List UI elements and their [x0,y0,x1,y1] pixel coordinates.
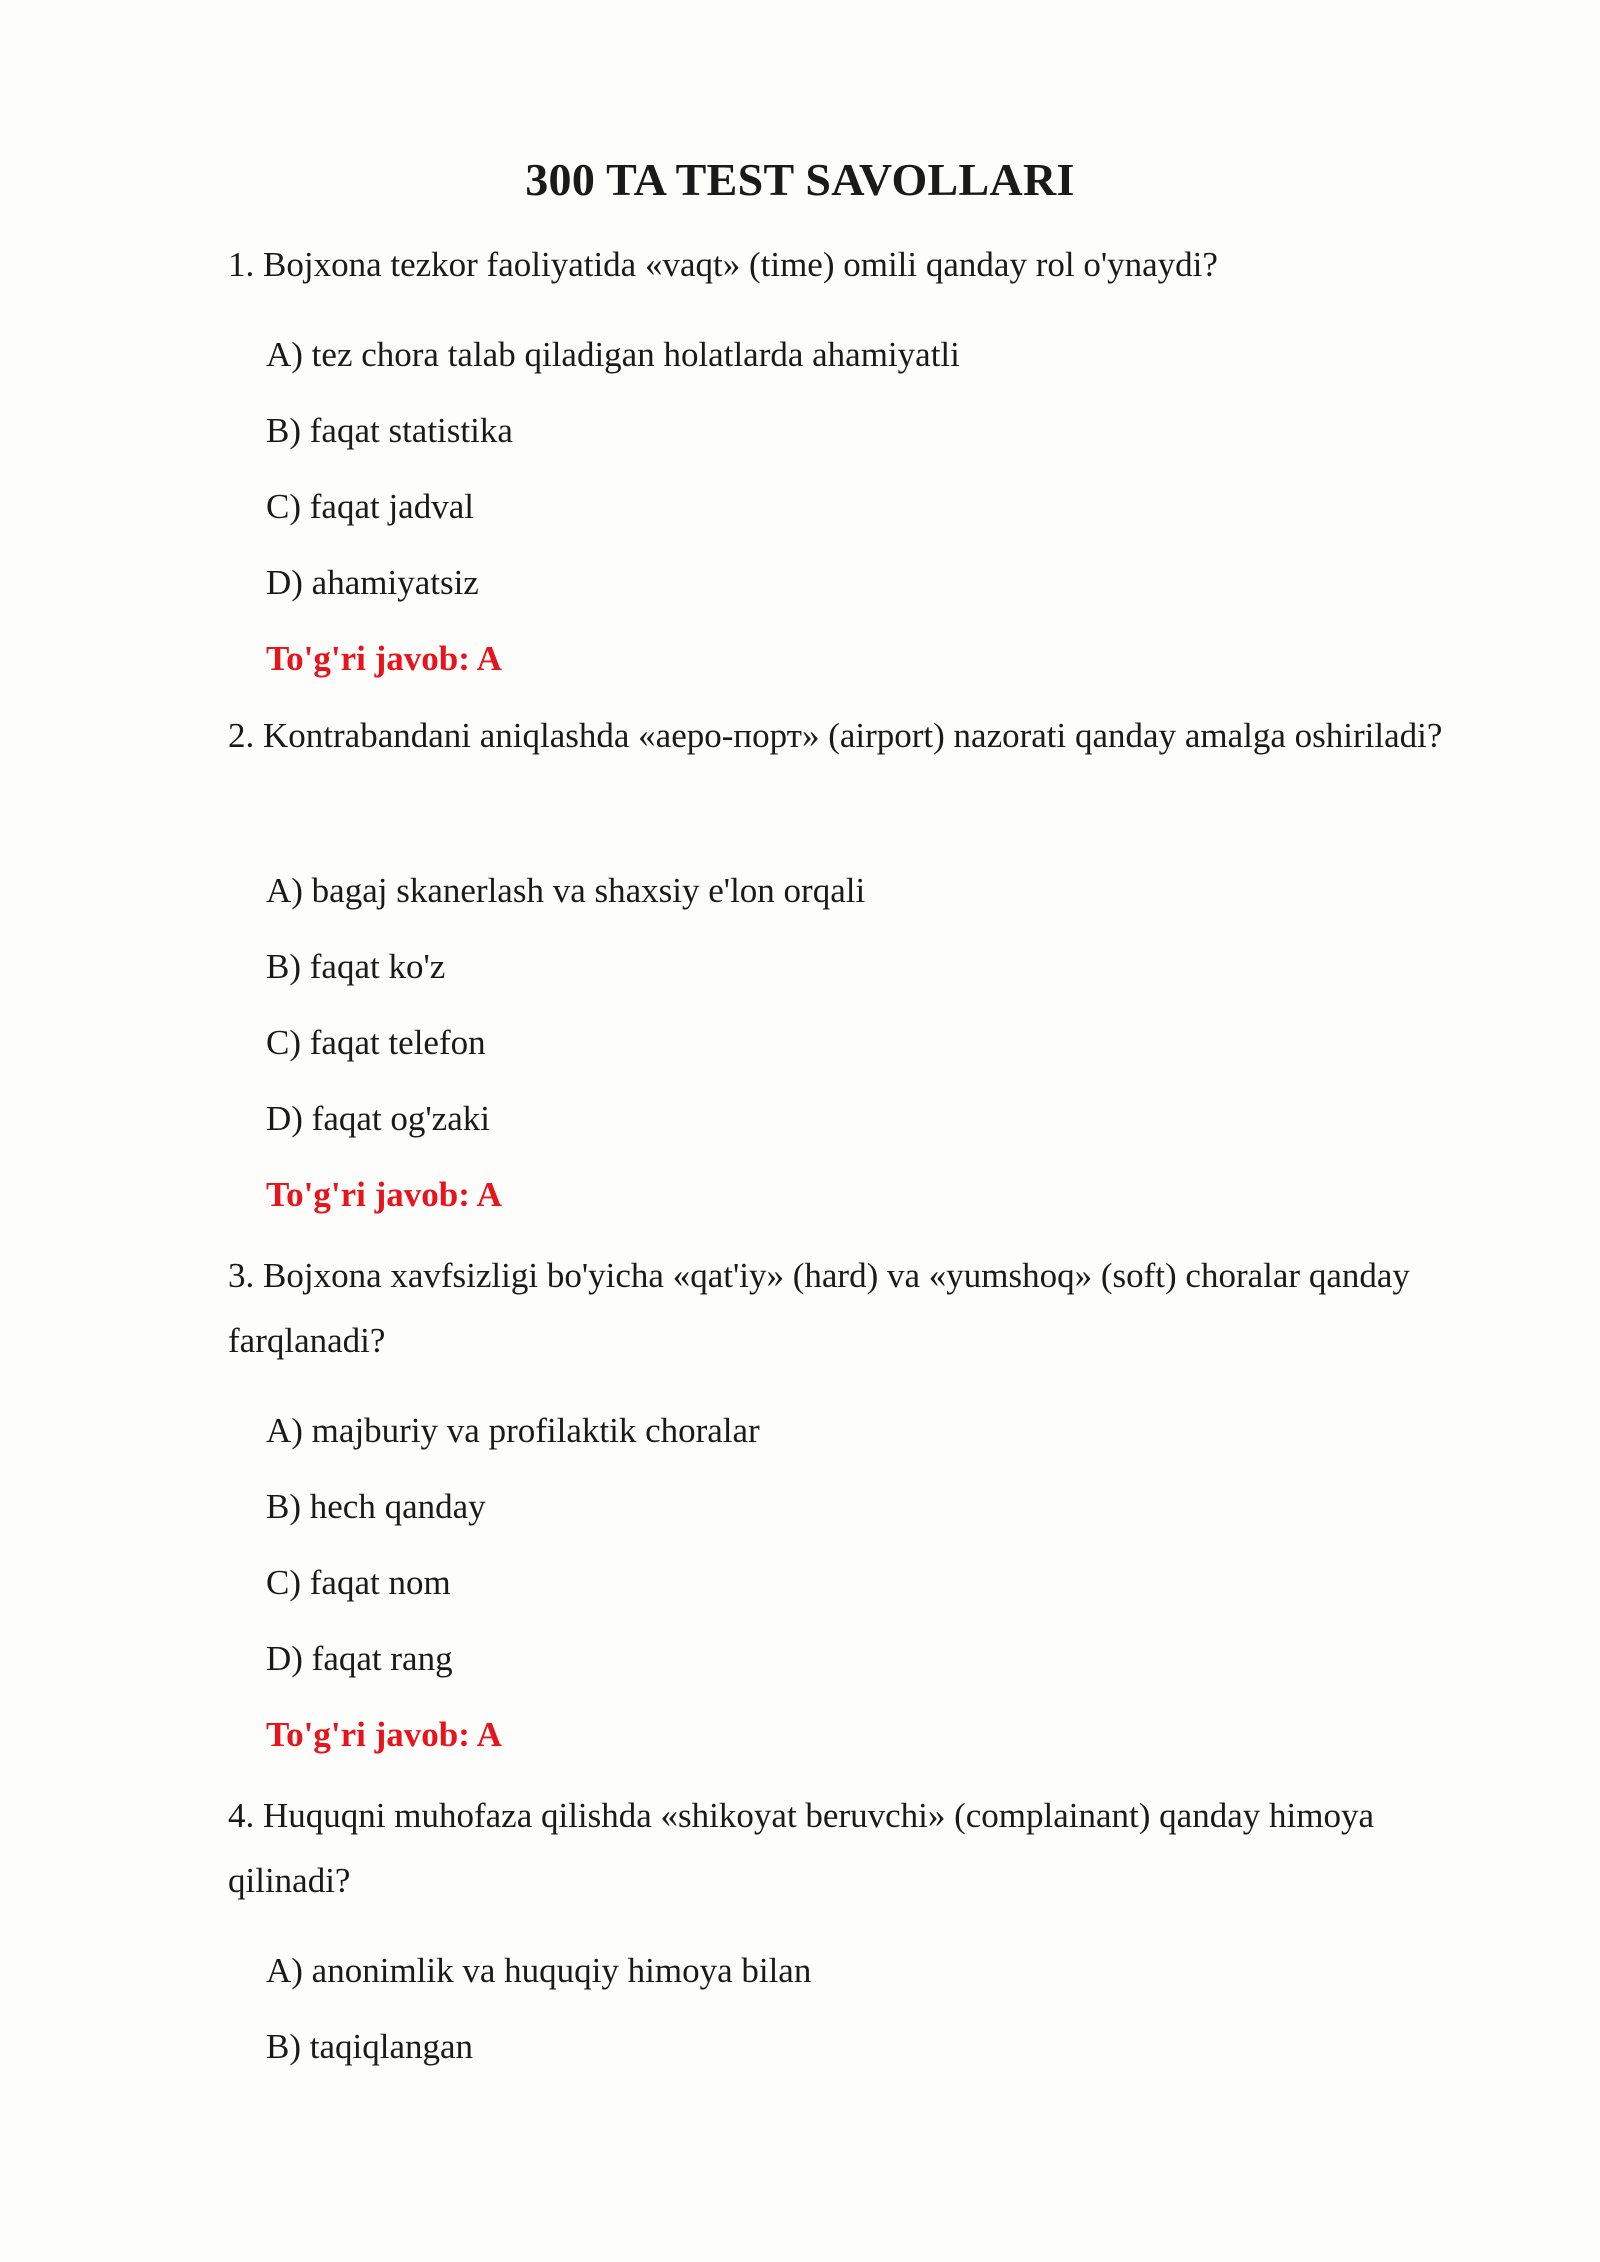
question-3-option-b: B) hech qanday [266,1487,486,1526]
question-3-text: 3. Bojxona xavfsizligi bo'yicha «qat'iy» (hard) va «yumshoq» (soft) choralar qanday farqlanadi? [228,1256,1410,1360]
question-2-option-a: A) bagaj skanerlash va shaxsiy e'lon orqali [266,871,866,910]
question-1-option-d: D) ahamiyatsiz [266,563,479,602]
question-1-option-c: C) faqat jadval [266,487,474,526]
question-2-option-c: C) faqat telefon [266,1023,486,1062]
question-4-option-b: B) taqiqlangan [266,2027,474,2066]
question-3-option-a: A) majburiy va profilaktik choralar [266,1411,760,1450]
question-1-text: 1. Bojxona tezkor faoliyatida «vaqt» (time) omili qanday rol o'ynaydi? [228,245,1218,284]
question-4-option-a: A) anonimlik va huquqiy himoya bilan [266,1951,812,1990]
question-3-option-d: D) faqat rang [266,1639,453,1678]
question-2-option-d: D) faqat og'zaki [266,1099,490,1138]
question-1-answer: To'g'ri javob: A [266,639,502,678]
question-1-option-b: B) faqat statistika [266,411,513,450]
question-3-answer: To'g'ri javob: A [266,1715,502,1754]
question-2-option-b: B) faqat ko'z [266,947,446,986]
page-title: 300 TA TEST SAVOLLARI [525,154,1075,205]
question-2-text: 2. Kontrabandani aniqlashda «аеро-порт» (airport) nazorati qanday amalga oshiriladi? [228,716,1443,755]
question-4-text: 4. Huquqni muhofaza qilishda «shikoyat beruvchi» (complainant) qanday himoya qilinadi? [228,1796,1374,1900]
question-3-option-c: C) faqat nom [266,1563,451,1602]
question-1-option-a: A) tez chora talab qiladigan holatlarda ahamiyatli [266,335,960,374]
question-2-answer: To'g'ri javob: A [266,1175,502,1214]
